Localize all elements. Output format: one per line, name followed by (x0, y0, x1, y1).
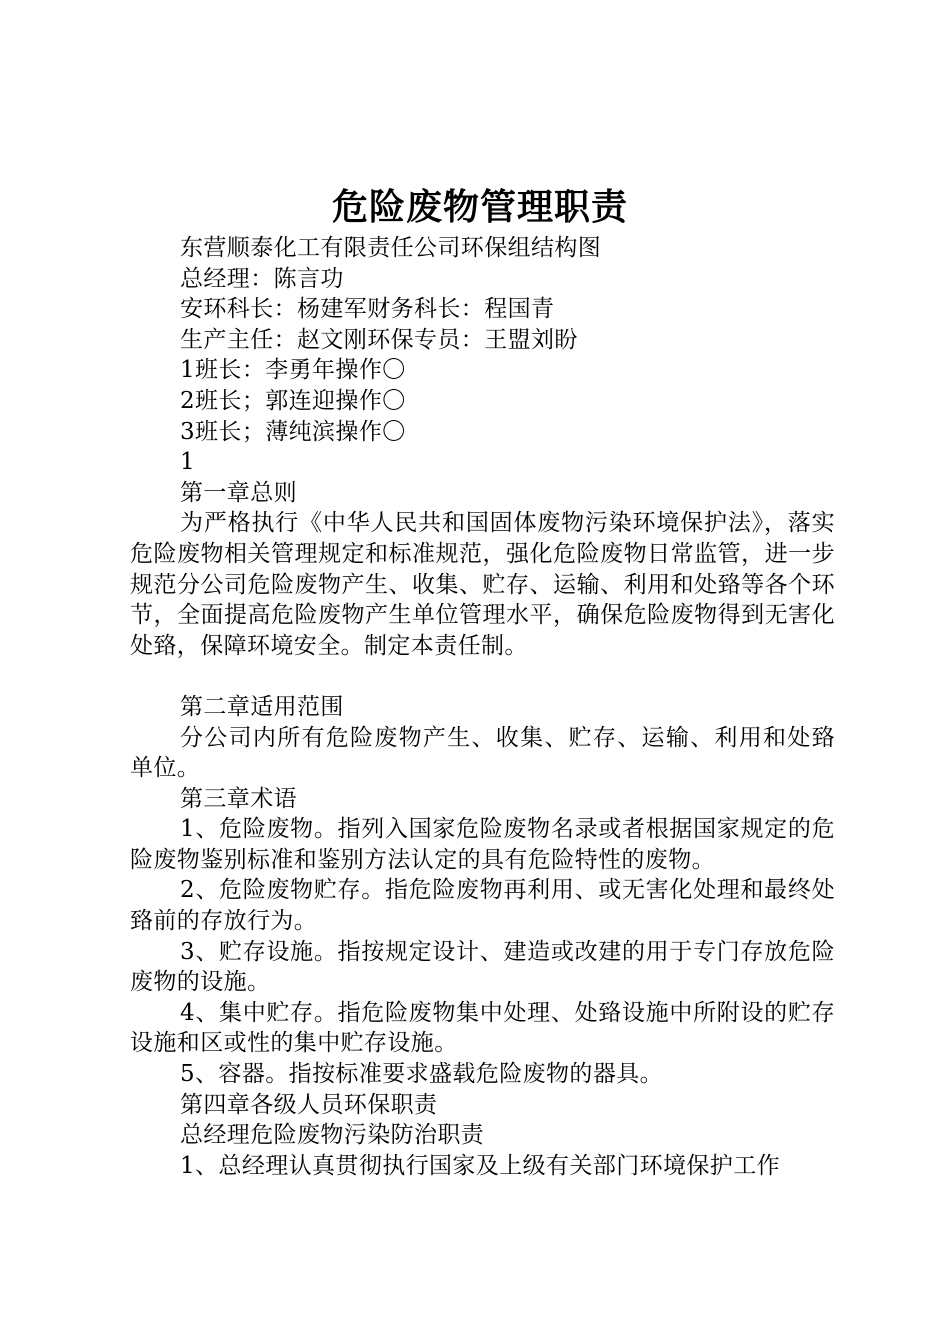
org-chart-line: 生产主任：赵文刚环保专员：王盟刘盼 (180, 326, 578, 353)
blank-line (130, 661, 835, 692)
chapter-heading: 第四章各级人员环保职责 (180, 1091, 438, 1118)
paragraph: 分公司内所有危险废物产生、收集、贮存、运输、利用和处臵单位。 (130, 724, 835, 782)
org-chart-line: 安环科长：杨建军财务科长：程国青 (180, 296, 555, 323)
org-chart-heading: 东营顺泰化工有限责任公司环保组结构图 (180, 235, 602, 261)
document-body (130, 233, 835, 1181)
chapter-heading: 第二章适用范围 (180, 693, 344, 720)
org-chart-line: 总经理：陈言功 (180, 265, 344, 292)
section-subheading: 总经理危险废物污染防治职责 (180, 1122, 485, 1149)
term-item: 4、集中贮存。指危险废物集中处理、处臵设施中所附设的贮存设施和区或性的集中贮存设施。 (130, 999, 835, 1057)
paragraph: 为严格执行《中华人民共和国固体废物污染环境保护法》，落实危险废物相关管理规定和标准规范，强化危险废物日常监管，进一步规范分公司危险废物产生、收集、贮存、运输、利用和处臵等各个环节，全面提高危险废物产生单位管理水平，确保危险废物得到无害化处臵，保障环境安全。制定本责任制。 (130, 510, 835, 659)
duty-item: 1、总经理认真贯彻执行国家及上级有关部门环境保护工作 (180, 1152, 781, 1179)
document-title: 危险废物管理职责 (331, 186, 628, 228)
org-chart-line: 1班长：李勇年操作〇 (180, 357, 406, 384)
term-item: 5、容器。指按标准要求盛载危险废物的器具。 (180, 1061, 664, 1088)
term-item: 2、危险废物贮存。指危险废物再利用、或无害化处理和最终处臵前的存放行为。 (130, 877, 835, 935)
org-chart-line: 3班长；薄纯滨操作〇 (180, 418, 406, 445)
page-marker: 1 (180, 449, 196, 476)
chapter-heading: 第一章总则 (180, 479, 297, 506)
org-chart-line: 2班长；郭连迎操作〇 (180, 387, 406, 414)
term-item: 1、危险废物。指列入国家危险废物名录或者根据国家规定的危险废物鉴别标准和鉴别方法认定的具有危险特性的废物。 (130, 816, 835, 873)
chapter-heading: 第三章术语 (180, 785, 297, 812)
term-item: 3、贮存设施。指按规定设计、建造或改建的用于专门存放危险废物的设施。 (130, 938, 835, 996)
